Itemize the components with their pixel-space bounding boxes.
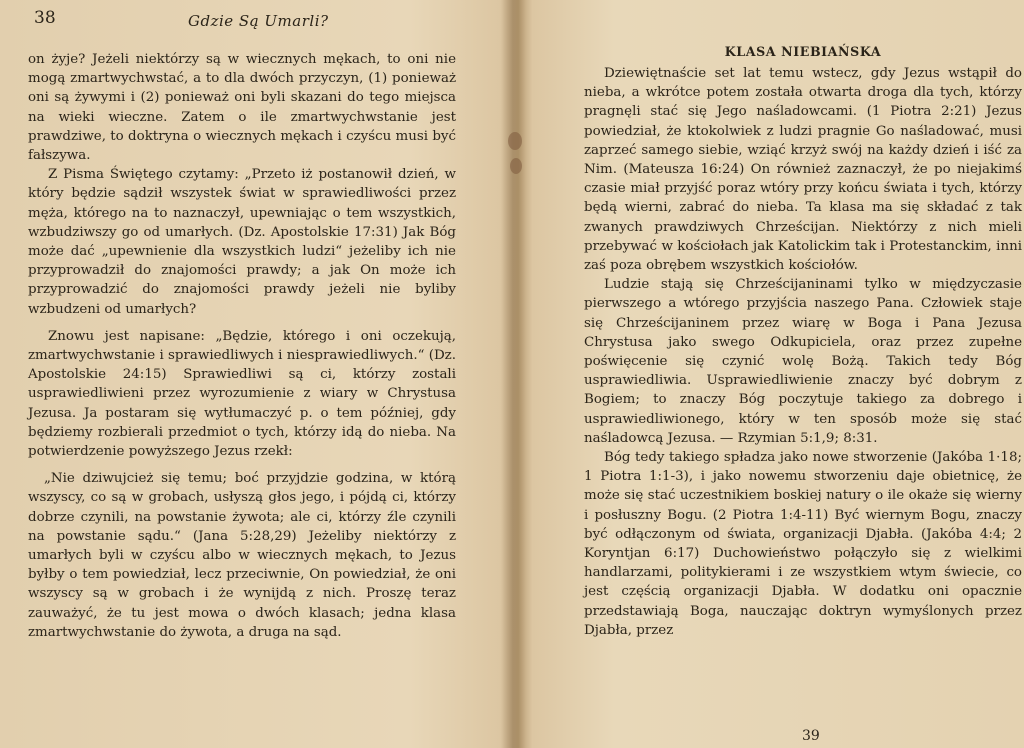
right-paragraph-2: Ludzie stają się Chrześcijaninami tylko w międzyczasie pierwszego a wtórego przyjścia naszego Pana. Człowiek staje się Chrześcijaninem przez wiarę w Boga i Pana Jezusa Chrystusa jako swego Odkupiciela, oraz przez zupełne poświęcenie się czynić wolę Bożą. Takich tedy Bóg usprawiedliwia. Usprawiedliwienie znaczy być dobrym z Bogiem; to znaczy Bóg poczytuje takiego za dobrego i usprawiedliwionego, który w ten sposób może się stać naśladowcą Jezusa. — Rzymian 5:1,9; 8:31. <box>584 277 1022 446</box>
left-paragraph-3: Znowu jest napisane: „Będzie, którego i oni oczekują, zmartwychwstanie i sprawiedliwych i niesprawiedliwych.“ (Dz. Apostolskie 24:15) Sprawiedliwi są ci, którzy zostali usprawiedliwieni przez wyrozumienie z wiary w Chrystusa Jezusa. Ja postaram się wytłumaczyć p. o tem później, gdy będziemy rozbierali przedmiot o tych, którzy idą do nieba. Na potwierdzenie powyższego Jezus rzekł: <box>28 328 456 460</box>
left-paragraph-1: on żyje? Jeżeli niektórzy są w wiecznych mękach, to oni nie mogą zmartwychwstać, a to dla dwóch przyczyn, (1) ponieważ oni są żywymi i (2) ponieważ oni byli skazani do tego miejsca na wieki wieczne. Zatem o ile zmartwychwstanie jest prawdziwe, to doktryna o wiecznych mękach i czyścu musi być fałszywa. <box>28 52 456 164</box>
section-heading: KLASA NIEBIAŃSKA <box>724 44 882 59</box>
left-paragraph-4: „Nie dziwujcież się temu; boć przyjdzie godzina, w którą wszyscy, co są w grobach, usłyszą głos jego, i pójdą ci, którzy dobrze czynili, na powstanie żywota; ale ci, którzy źle czynili na powstanie sądu.“ (Jana 5:28,29) Jeżeliby niektórzy z umarłych byli w czyścu albo w wiecznych mękach, to Jezus byłby o tem powiedział, lecz przeciwnie, On powiedział, że oni wszyscy są w grobach i że wynijdą z nich. Proszę teraz zauważyć, że tu jest mowa o dwóch klasach; jedna klasa zmartwychwstanie do żywota, a druga na sąd. <box>28 471 456 640</box>
left-page-number: 38 <box>34 8 56 28</box>
left-paragraph-2: Z Pisma Świętego czytamy: „Przeto iż postanowił dzień, w który będzie sądził wszystek świat w sprawiedliwości przez męża, którego na to naznaczył, upewniając o tem wszystkich, wzbudziwszy go od umarłych. (Dz. Apostolskie 17:31) Jak Bóg może dać „upewnienie dla wszystkich ludzi“ jeżeliby ich nie przyprowadził do znajomości prawdy; a jak On może ich przyprowadzić do znajomości prawdy jeżeli nie byliby wzbudzeni od umarłych? <box>28 167 456 317</box>
left-text-column <box>28 50 456 642</box>
right-page <box>520 0 1024 748</box>
right-page-number: 39 <box>802 728 820 744</box>
right-paragraph-3: Bóg tedy takiego spładza jako nowe stworzenie (Jakóba 1·18; 1 Piotra 1:1-3), i jako nowemu stworzeniu daje obietnicę, że może się stać uczestnikiem boskiej natury o ile okaże się wierny i posłuszny Bogu. (2 Piotra 1:4-11) Być wiernym Bogu, znaczy być odłączonym od świata, organizacji Djabła. (Jakóba 4:4; 2 Koryntjan 6:17) Duchowieństwo połączyło się z wielkimi handlarzami, politykierami i ze wszystkiem wtym świecie, co jest częścią organizacji Djabła. W dodatku oni opacznie przedstawiają Boga, nauczając doktryn wymyślonych przez Djabła, przez <box>584 450 1022 638</box>
right-paragraph-1: Dziewiętnaście set lat temu wstecz, gdy Jezus wstąpił do nieba, a wkrótce potem została otwarta droga dla tych, którzy pragnęli stać się Jego naśladowcami. (1 Piotra 2:21) Jezus powiedział, że ktokolwiek z ludzi pragnie Go naśladować, musi zaprzeć samego siebie, wziąć krzyż swój na każdy dzień i iść za Nim. (Mateusza 16:24) On również zaznaczył, że po niejakimś czasie miał przyjść poraz wtóry przy końcu świata i tych, którzy będą wierni, zabrać do nieba. Ta klasa ma się składać z tak zwanych prawdziwych Chrześcijan. Niektórzy z nich mieli przebywać w kościołach jak Katolickim tak i Protestanckim, inni zaś poza obrębem wszystkich kościołów. <box>584 66 1022 274</box>
running-head: Gdzie Są Umarli? <box>188 12 329 30</box>
right-text-column <box>584 44 1022 640</box>
left-page <box>0 0 510 748</box>
